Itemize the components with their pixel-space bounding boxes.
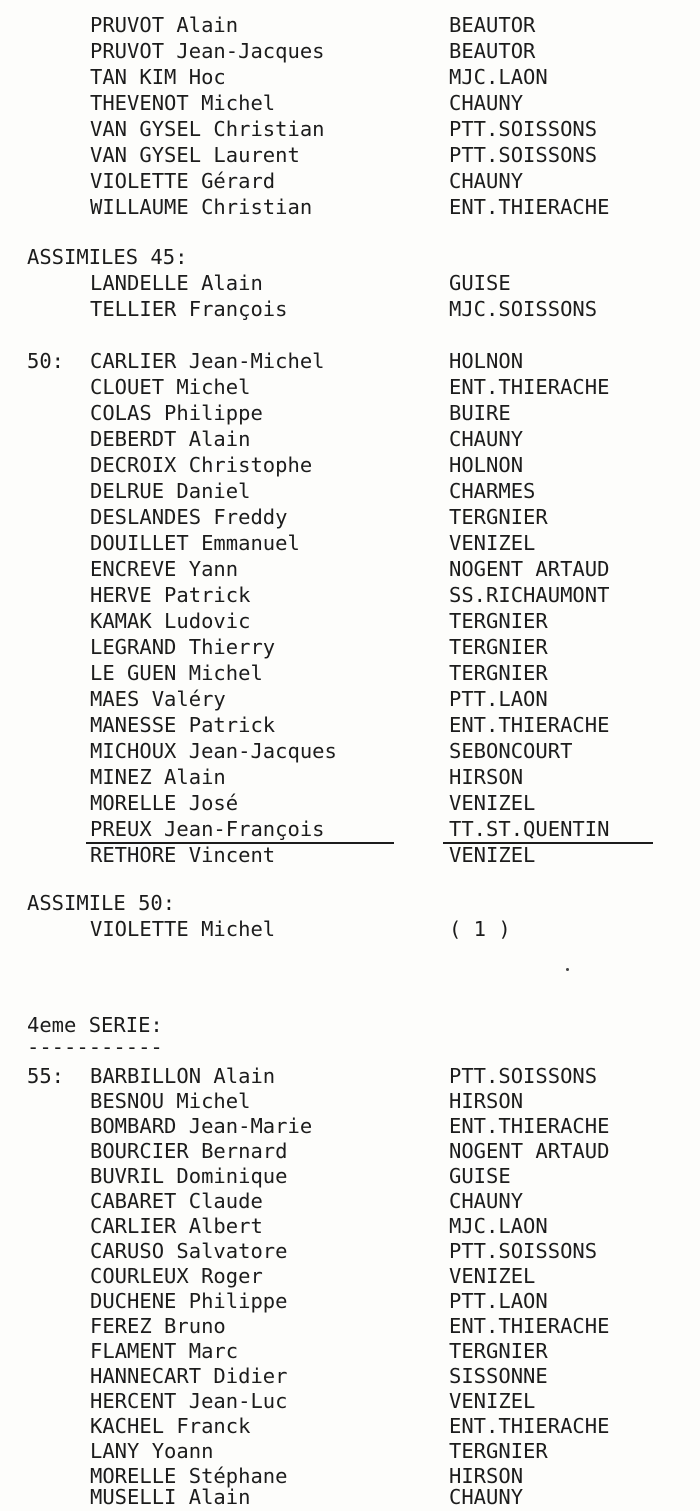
player-name: DESLANDES Freddy bbox=[90, 505, 288, 529]
player-name: CABARET Claude bbox=[90, 1189, 263, 1213]
club-name: NOGENT ARTAUD bbox=[449, 557, 610, 581]
player-name: PRUVOT Alain bbox=[90, 13, 239, 37]
scan-speck bbox=[566, 968, 569, 971]
player-name: BARBILLON Alain bbox=[90, 1064, 276, 1088]
player-name: HERVE Patrick bbox=[90, 583, 251, 607]
club-name: PTT.LAON bbox=[449, 1289, 548, 1313]
player-name: MICHOUX Jean-Jacques bbox=[90, 739, 337, 763]
club-name: CHAUNY bbox=[449, 169, 524, 193]
club-name: SS.RICHAUMONT bbox=[449, 583, 610, 607]
club-name: CHARMES bbox=[449, 479, 536, 503]
club-name: TERGNIER bbox=[449, 661, 548, 685]
club-name: MJC.LAON bbox=[449, 65, 548, 89]
player-name: DUCHENE Philippe bbox=[90, 1289, 288, 1313]
club-name: HOLNON bbox=[449, 453, 524, 477]
player-name: VAN GYSEL Laurent bbox=[90, 143, 300, 167]
club-name: BUIRE bbox=[449, 401, 511, 425]
club-name: NOGENT ARTAUD bbox=[449, 1139, 610, 1163]
heading-dashed-rule: ----------- bbox=[27, 1035, 163, 1059]
player-name: TAN KIM Hoc bbox=[90, 65, 226, 89]
note-marker: ( 1 ) bbox=[449, 917, 511, 941]
club-name: PTT.SOISSONS bbox=[449, 1239, 598, 1263]
club-name: HIRSON bbox=[449, 765, 524, 789]
player-name: MAES Valéry bbox=[90, 687, 226, 711]
player-name: ENCREVE Yann bbox=[90, 557, 239, 581]
player-name: MINEZ Alain bbox=[90, 765, 226, 789]
player-name: CARLIER Albert bbox=[90, 1214, 263, 1238]
club-name: MJC.LAON bbox=[449, 1214, 548, 1238]
player-name: DELRUE Daniel bbox=[90, 479, 251, 503]
player-name: THEVENOT Michel bbox=[90, 91, 276, 115]
player-name: KACHEL Franck bbox=[90, 1414, 251, 1438]
player-name: TELLIER François bbox=[90, 297, 288, 321]
club-name: PTT.SOISSONS bbox=[449, 143, 598, 167]
club-name: HOLNON bbox=[449, 349, 524, 373]
player-name: FLAMENT Marc bbox=[90, 1339, 239, 1363]
club-name: CHAUNY bbox=[449, 427, 524, 451]
player-name: BOURCIER Bernard bbox=[90, 1139, 288, 1163]
club-name: TERGNIER bbox=[449, 635, 548, 659]
player-name: LE GUEN Michel bbox=[90, 661, 263, 685]
club-name: ENT.THIERACHE bbox=[449, 1414, 610, 1438]
club-name: PTT.SOISSONS bbox=[449, 117, 598, 141]
club-name: VENIZEL bbox=[449, 1264, 536, 1288]
club-name: GUISE bbox=[449, 1164, 511, 1188]
club-name: CHAUNY bbox=[449, 1485, 524, 1509]
club-name: ENT.THIERACHE bbox=[449, 375, 610, 399]
section-heading-assimile-50: ASSIMILE 50: bbox=[27, 891, 176, 915]
player-name: MORELLE Stéphane bbox=[90, 1464, 288, 1488]
club-name: CHAUNY bbox=[449, 91, 524, 115]
club-name: BEAUTOR bbox=[449, 39, 536, 63]
player-name: DOUILLET Emmanuel bbox=[90, 531, 300, 555]
club-name: VENIZEL bbox=[449, 843, 536, 867]
player-name: WILLAUME Christian bbox=[90, 195, 313, 219]
club-name: PTT.LAON bbox=[449, 687, 548, 711]
club-name: GUISE bbox=[449, 271, 511, 295]
club-name: VENIZEL bbox=[449, 531, 536, 555]
player-name: LANDELLE Alain bbox=[90, 271, 263, 295]
player-name: DEBERDT Alain bbox=[90, 427, 251, 451]
player-name: MORELLE José bbox=[90, 791, 239, 815]
section-heading-assimiles-45: ASSIMILES 45: bbox=[27, 245, 188, 269]
club-name: TERGNIER bbox=[449, 609, 548, 633]
player-name: PRUVOT Jean-Jacques bbox=[90, 39, 325, 63]
player-name: HANNECART Didier bbox=[90, 1364, 288, 1388]
player-name: CARUSO Salvatore bbox=[90, 1239, 288, 1263]
section-heading-serie-4: 4eme SERIE: bbox=[27, 1013, 163, 1037]
category-prefix-50: 50: bbox=[27, 349, 65, 373]
player-name: VIOLETTE Michel bbox=[90, 917, 276, 941]
player-name: BUVRIL Dominique bbox=[90, 1164, 288, 1188]
club-name: TERGNIER bbox=[449, 1339, 548, 1363]
player-name: VIOLETTE Gérard bbox=[90, 169, 276, 193]
club-name: TT.ST.QUENTIN bbox=[449, 817, 610, 841]
player-name: HERCENT Jean-Luc bbox=[90, 1389, 288, 1413]
player-name: PREUX Jean-François bbox=[90, 817, 325, 841]
player-name: CARLIER Jean-Michel bbox=[90, 349, 325, 373]
club-name: MJC.SOISSONS bbox=[449, 297, 598, 321]
club-name: HIRSON bbox=[449, 1464, 524, 1488]
club-name: TERGNIER bbox=[449, 505, 548, 529]
player-name: COLAS Philippe bbox=[90, 401, 263, 425]
player-name: CLOUET Michel bbox=[90, 375, 251, 399]
player-name: LEGRAND Thierry bbox=[90, 635, 276, 659]
club-name: HIRSON bbox=[449, 1089, 524, 1113]
player-name: BOMBARD Jean-Marie bbox=[90, 1114, 313, 1138]
player-name: MANESSE Patrick bbox=[90, 713, 276, 737]
club-name: ENT.THIERACHE bbox=[449, 1314, 610, 1338]
player-name: DECROIX Christophe bbox=[90, 453, 313, 477]
club-name: SEBONCOURT bbox=[449, 739, 573, 763]
club-name: BEAUTOR bbox=[449, 13, 536, 37]
player-name: MUSELLI Alain bbox=[90, 1485, 251, 1509]
player-name: VAN GYSEL Christian bbox=[90, 117, 325, 141]
club-name: PTT.SOISSONS bbox=[449, 1064, 598, 1088]
player-name: COURLEUX Roger bbox=[90, 1264, 263, 1288]
category-prefix-55: 55: bbox=[27, 1064, 65, 1088]
club-name: VENIZEL bbox=[449, 791, 536, 815]
player-name: KAMAK Ludovic bbox=[90, 609, 251, 633]
player-name: FEREZ Bruno bbox=[90, 1314, 226, 1338]
club-name: CHAUNY bbox=[449, 1189, 524, 1213]
player-name: RETHORE Vincent bbox=[90, 843, 276, 867]
club-name: ENT.THIERACHE bbox=[449, 1114, 610, 1138]
club-name: TERGNIER bbox=[449, 1439, 548, 1463]
club-name: VENIZEL bbox=[449, 1389, 536, 1413]
club-name: ENT.THIERACHE bbox=[449, 195, 610, 219]
club-name: SISSONNE bbox=[449, 1364, 548, 1388]
club-name: ENT.THIERACHE bbox=[449, 713, 610, 737]
player-name: BESNOU Michel bbox=[90, 1089, 251, 1113]
player-name: LANY Yoann bbox=[90, 1439, 214, 1463]
